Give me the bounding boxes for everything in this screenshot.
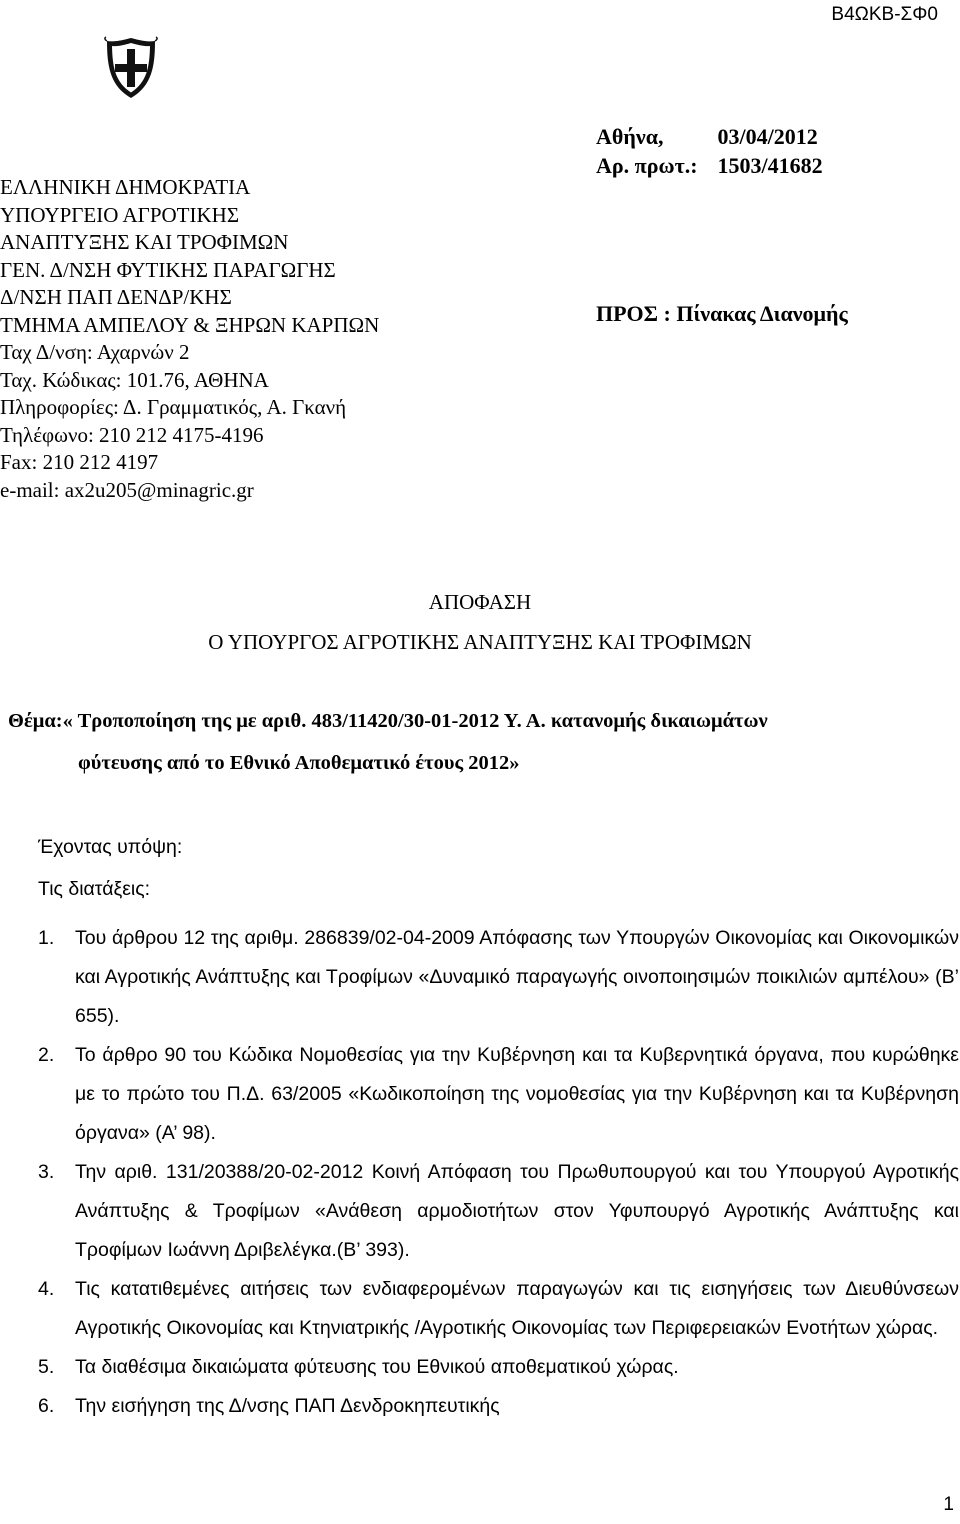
sender-line: e-mail: ax2u205@minagric.gr <box>0 477 254 502</box>
sender-line: Ταχ Δ/νση: Αχαρνών 2 <box>0 340 190 364</box>
sender-line: Τηλέφωνο: 210 212 4175-4196 <box>0 422 264 447</box>
item-number: 3. <box>38 1161 55 1183</box>
item-text: Την εισήγηση της Δ/νσης ΠΑΠ Δενδροκηπευτικής <box>75 1395 500 1417</box>
list-item <box>38 1348 959 1387</box>
provisions-label: Τις διατάξεις: <box>38 878 151 900</box>
protocol-row <box>596 151 823 180</box>
item-text: Τα διαθέσιμα δικαιώματα φύτευσης του Εθνικού αποθεματικού χώρας. <box>75 1356 679 1378</box>
date-row <box>596 122 823 151</box>
item-text: Την αριθ. 131/20388/20-02-2012 Κοινή Απόφαση του Πρωθυπουργού και του Υπουργού Αγροτικής Ανάπτυξης & Τροφίμων «Ανάθεση αρμοδιοτήτων στον Υφυπουργό Αγροτικής Ανάπτυξης και Τροφίμων Ιωάννη Δριβελέγκα.(Β’ 393). <box>75 1161 959 1261</box>
item-number: 6. <box>38 1395 55 1417</box>
list-item <box>38 1270 959 1348</box>
item-number: 5. <box>38 1356 55 1378</box>
greek-coat-of-arms-icon <box>101 36 161 100</box>
sender-line: ΕΛΛΗΝΙΚΗ ΔΗΜΟΚΡΑΤΙΑ <box>0 175 251 199</box>
document-code: Β4ΩΚΒ-ΣΦ0 <box>831 4 938 25</box>
sender-line: ΓΕΝ. Δ/ΝΣΗ ΦΥΤΙΚΗΣ ΠΑΡΑΓΩΓΗΣ <box>0 257 336 282</box>
protocol-number: 1503/41682 <box>717 153 823 178</box>
sender-line: Fax: 210 212 4197 <box>0 450 159 474</box>
sender-line: ΤΜΗΜΑ ΑΜΠΕΛΟΥ & ΞΗΡΩΝ ΚΑΡΠΩΝ <box>0 312 380 337</box>
list-item <box>38 919 959 1036</box>
item-text: Του άρθρου 12 της αριθμ. 286839/02-04-2009 Απόφασης των Υπουργών Οικονομίας και Οικονομικών και Αγροτικής Ανάπτυξης και Τροφίμων «Δυναμικό παραγωγής οινοποιησιμών ποικιλιών αμπέλου» (Β’ 655). <box>75 927 959 1027</box>
sender-line: ΑΝΑΠΤΥΞΗΣ ΚΑΙ ΤΡΟΦΙΜΩΝ <box>0 230 289 254</box>
sender-block <box>0 174 520 504</box>
page-number: 1 <box>943 1494 954 1515</box>
list-item <box>38 1387 959 1426</box>
item-text: Το άρθρο 90 του Κώδικα Νομοθεσίας για την Κυβέρνηση και τα Κυβερνητικά όργανα, που κυρώθηκε με το πρώτο του Π.Δ. 63/2005 «Κωδικοποίηση της νομοθεσίας για την Κυβέρνηση και τα Κυβέρνηση όργανα» (Α’ 98). <box>75 1044 959 1144</box>
list-item <box>38 1036 959 1153</box>
subject-line: Θέμα:« Τροποποίηση της με αριθ. 483/11420/30-01-2012 Υ. Α. κατανομής δικαιωμάτων <box>8 710 768 732</box>
considering-label: Έχοντας υπόψη: <box>38 836 183 858</box>
provisions-list <box>38 919 959 1426</box>
sender-line: ΥΠΟΥΡΓΕΙΟ ΑΓΡΟΤΙΚΗΣ <box>0 202 240 227</box>
place-label: Αθήνα, <box>596 124 664 149</box>
decision-heading: ΑΠΟΦΑΣΗ <box>428 590 532 614</box>
sender-line: Δ/ΝΣΗ ΠΑΠ ΔΕΝΔΡ/ΚΗΣ <box>0 285 232 309</box>
list-item <box>38 1153 959 1270</box>
minister-heading: Ο ΥΠΟΥΡΓΟΣ ΑΓΡΟΤΙΚΗΣ ΑΝΑΠΤΥΞΗΣ ΚΑΙ ΤΡΟΦΙΜΩΝ <box>208 630 752 654</box>
sender-line: Πληροφορίες: Δ. Γραμματικός, Α. Γκανή <box>0 395 347 419</box>
document-date: 03/04/2012 <box>717 124 818 149</box>
item-number: 1. <box>38 927 55 949</box>
sender-line: Ταχ. Κώδικας: 101.76, ΑΘΗΝΑ <box>0 367 269 392</box>
subject-line-continuation: φύτευσης από το Εθνικό Αποθεματικό έτους 2012» <box>78 752 520 774</box>
item-number: 4. <box>38 1278 55 1300</box>
recipient-line: ΠΡΟΣ : Πίνακας Διανομής <box>596 301 848 326</box>
item-number: 2. <box>38 1044 55 1066</box>
item-text: Τις κατατιθεμένες αιτήσεις των ενδιαφερομένων παραγωγών και τις εισηγήσεις των Διευθύνσεων Αγροτικής Οικονομίας και Κτηνιατρικής /Αγροτικής Οικονομίας των Περιφερειακών Ενοτήτων χώρας. <box>75 1278 959 1339</box>
protocol-label: Αρ. πρωτ.: <box>596 153 698 178</box>
date-protocol-block <box>596 122 823 180</box>
